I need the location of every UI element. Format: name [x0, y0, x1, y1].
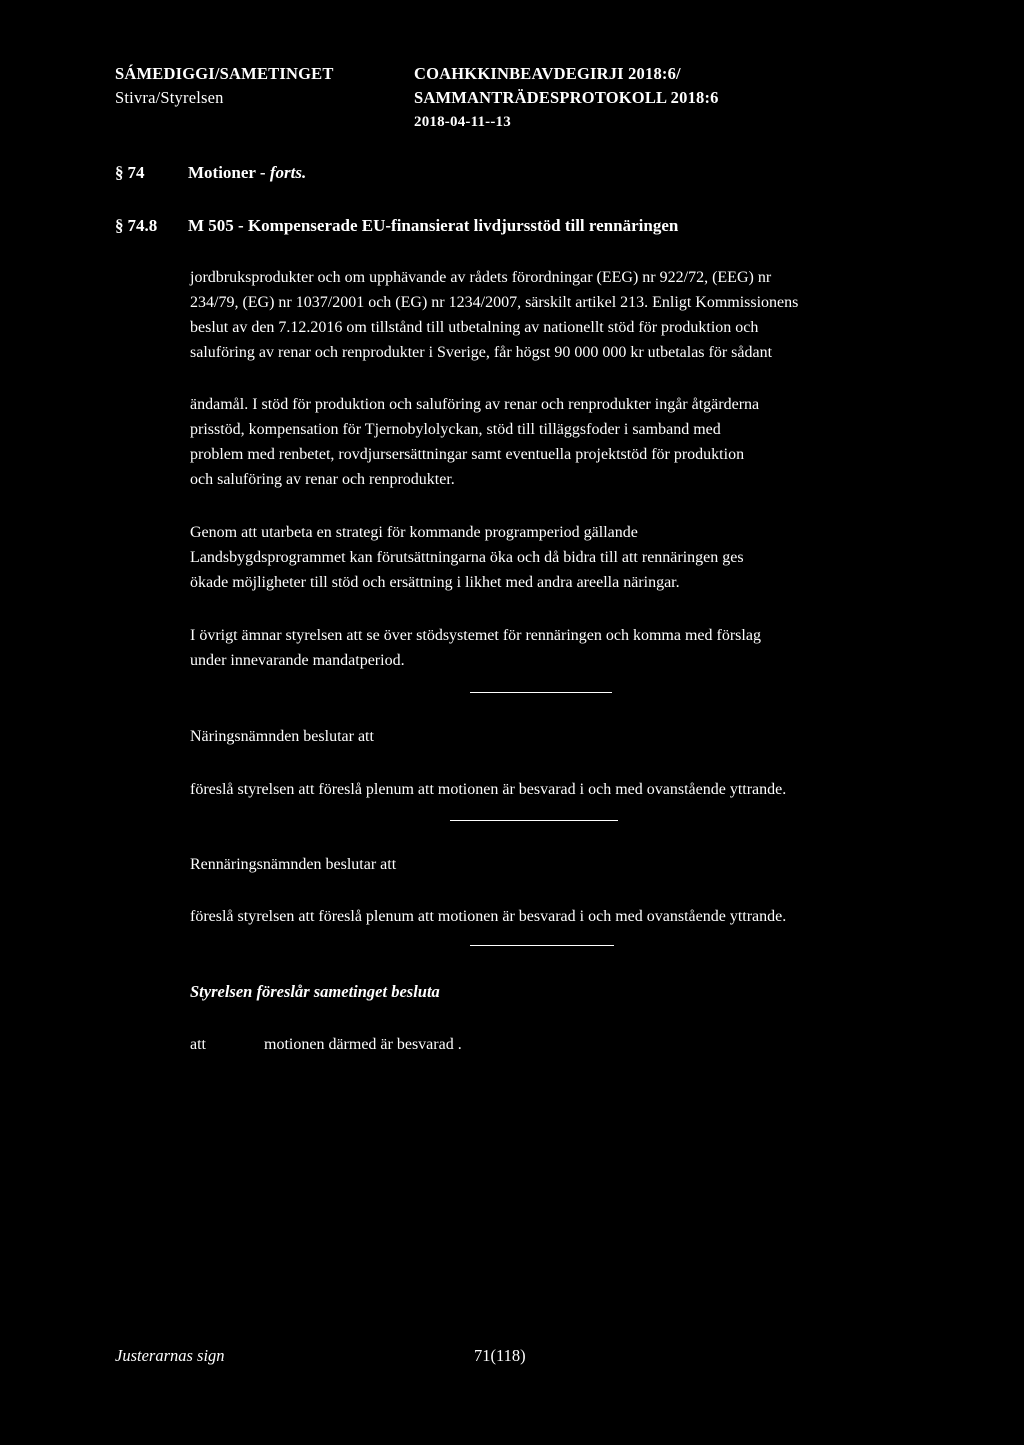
separator-rule [450, 820, 618, 821]
paragraph-2 [190, 392, 759, 492]
organization-unit: Stivra/Styrelsen [115, 88, 224, 107]
protocol-subtitle: SAMMANTRÄDESPROTOKOLL 2018:6 [414, 88, 719, 107]
decision-heading-rennaringsnamnden: Rennäringsnämnden beslutar att [190, 856, 397, 873]
decision-text-naringsnamnden: föreslå styrelsen att föreslå plenum att motionen är besvarad i och med ovanstående yttrande. [190, 781, 787, 798]
organization-name: SÁMEDIGGI/SAMETINGET [115, 64, 334, 83]
section-title: Motioner - forts. [188, 163, 307, 182]
paragraph-line: prisstöd, kompensation för Tjernobylolyckan, stöd till tilläggsfoder i samband med [190, 421, 721, 438]
paragraph-line: problem med renbetet, rovdjursersättningar samt eventuella projektstöd för produktion [190, 446, 745, 463]
subsection-symbol: § [115, 216, 124, 235]
separator-rule [470, 692, 612, 693]
signature-label: Justerarnas sign [115, 1346, 225, 1365]
paragraph-3 [190, 520, 744, 595]
decision-heading-naringsnamnden: Näringsnämnden beslutar att [190, 728, 374, 745]
paragraph-line: ökade möjligheter till stöd och ersättning i likhet med andra areella näringar. [190, 574, 680, 591]
paragraph-line: under innevarande mandatperiod. [190, 652, 405, 669]
paragraph-line: I övrigt ämnar styrelsen att se över stödsystemet för rennäringen och komma med förslag [190, 627, 761, 644]
subsection-number: 74.8 [127, 216, 158, 235]
section-number: 74 [127, 163, 145, 182]
protocol-title: COAHKKINBEAVDEGIRJI 2018:6/ [414, 64, 681, 83]
section-heading [115, 163, 307, 183]
paragraph-line: Genom att utarbeta en strategi för kommande programperiod gällande [190, 524, 638, 541]
paragraph-line: saluföring av renar och renprodukter i Sverige, får högst 90 000 000 kr utbetalas för sådant [190, 344, 773, 361]
paragraph-line: ändamål. I stöd för produktion och saluföring av renar och renprodukter ingår åtgärderna [190, 396, 760, 413]
paragraph-line: 234/79, (EG) nr 1037/2001 och (EG) nr 1234/2007, särskilt artikel 213. Enligt Kommissionens [190, 294, 799, 311]
paragraph-line: beslut av den 7.12.2016 om tillstånd till utbetalning av nationellt stöd för produktion och [190, 319, 759, 336]
section-symbol: § [115, 163, 124, 182]
paragraph-line: Landsbygdsprogrammet kan förutsättningarna öka och då bidra till att rennäringen ges [190, 549, 744, 566]
proposal-att-label: att [190, 1036, 206, 1053]
separator-rule [470, 945, 614, 946]
subsection-title: M 505 - Kompenserade EU-finansierat livdjursstöd till rennäringen [188, 216, 679, 235]
paragraph-1 [190, 265, 798, 365]
subsection-heading [115, 216, 679, 236]
paragraph-4 [190, 623, 761, 673]
proposal-text: motionen därmed är besvarad . [264, 1036, 462, 1053]
proposal-heading: Styrelsen föreslår sametinget besluta [190, 982, 440, 1001]
page-number: 71(118) [474, 1346, 526, 1365]
paragraph-line: jordbruksprodukter och om upphävande av rådets förordningar (EEG) nr 922/72, (EEG) nr [190, 269, 772, 286]
meeting-date: 2018-04-11--13 [414, 114, 511, 130]
paragraph-line: och saluföring av renar och renprodukter. [190, 471, 455, 488]
decision-text-rennaringsnamnden: föreslå styrelsen att föreslå plenum att motionen är besvarad i och med ovanstående yttrande. [190, 908, 787, 925]
